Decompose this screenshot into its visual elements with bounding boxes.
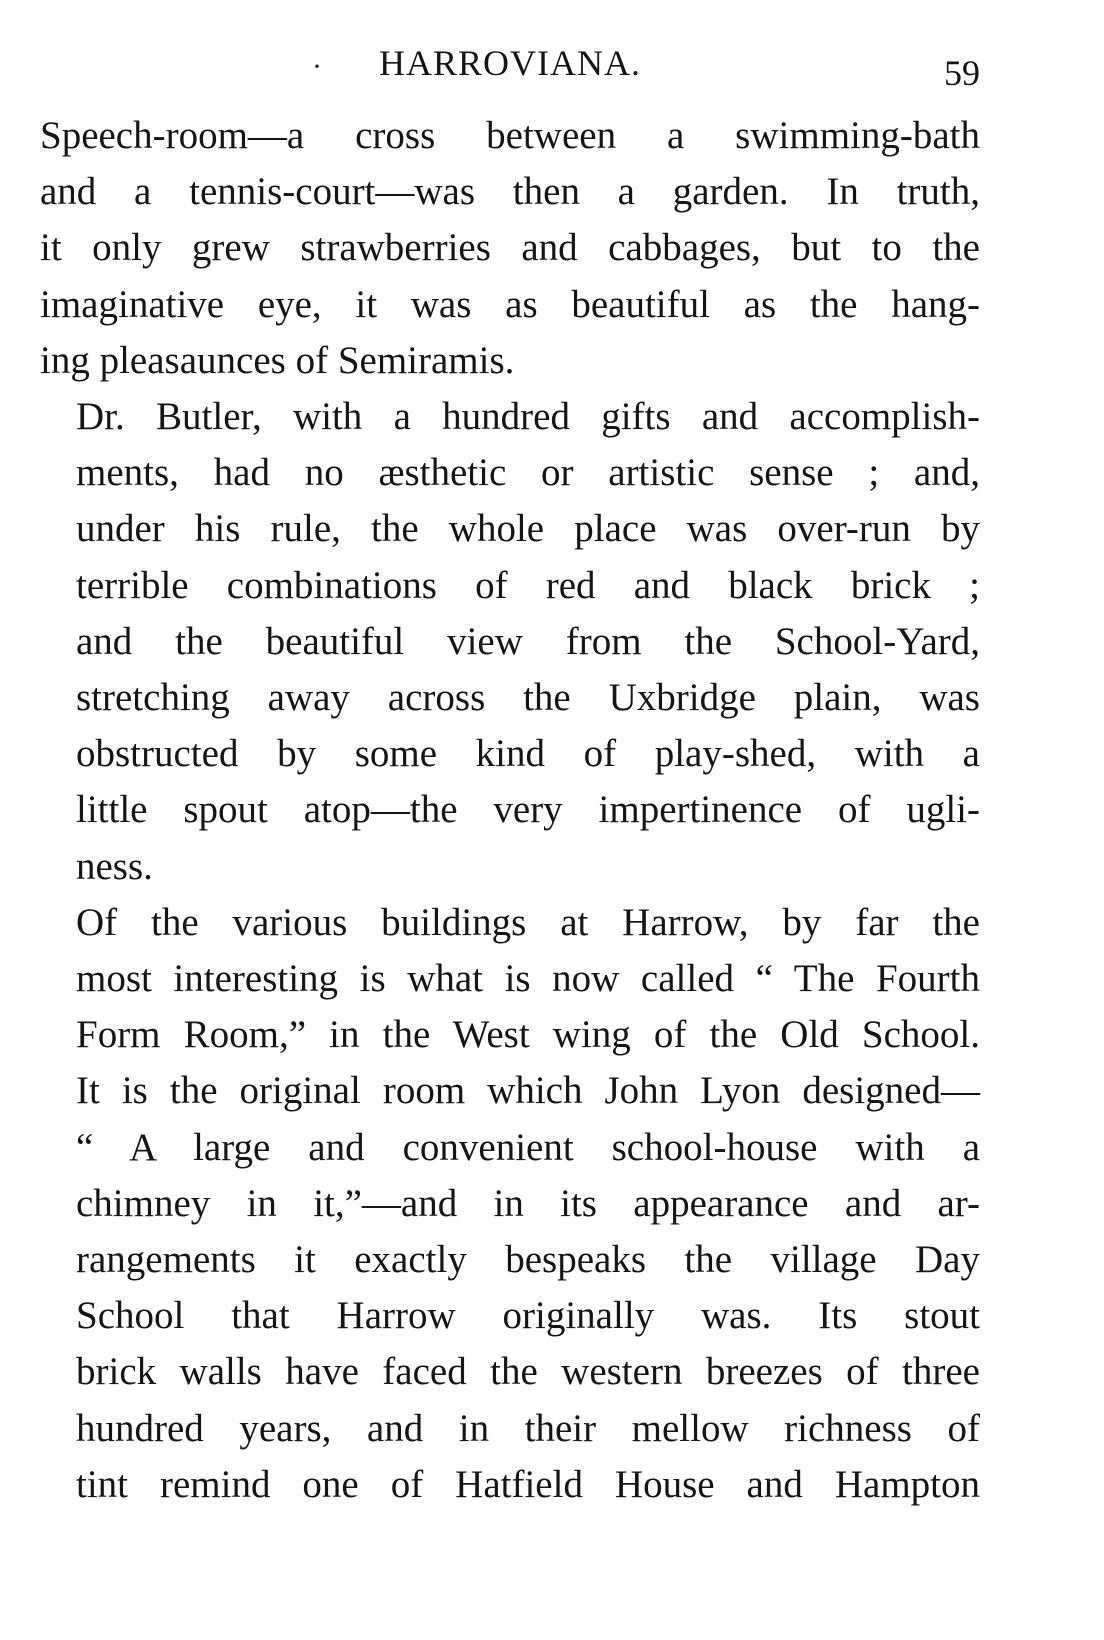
text-line: Form Room,” in the West wing of the Old School. [76,1013,980,1057]
text-line: and a tennis-court—was then a garden. In truth, [40,170,980,214]
text-line: Of the various buildings at Harrow, by far the [76,900,980,944]
text-line: ments, had no æsthetic or artistic sense ; and, [76,451,980,495]
paragraph-fourth-form-room [40,895,980,1513]
text-line: brick walls have faced the western breezes of three [76,1350,980,1394]
paragraph-continuation [40,108,980,389]
text-line: tint remind one of Hatfield House and Hampton [76,1462,980,1506]
running-title: HARROVIANA. [379,43,641,83]
header-ornament-dot: · [312,50,322,83]
text-line: obstructed by some kind of play-shed, with a [76,732,980,776]
text-line: most interesting is what is now called “ The Fourth [76,957,980,1001]
paragraph-dr-butler [40,389,980,895]
page-number: 59 [944,53,980,93]
text-line: rangements it exactly bespeaks the village Day [76,1238,980,1282]
text-line: “ A large and convenient school-house with a [76,1125,980,1169]
body-text [40,108,980,1513]
text-line: ness. [76,844,153,888]
text-line: stretching away across the Uxbridge plain, was [76,676,980,720]
text-line: Dr. Butler, with a hundred gifts and accomplish- [76,395,980,439]
text-line: ing pleasaunces of Semiramis. [40,338,515,382]
running-header [40,42,980,92]
text-line: it only grew strawberries and cabbages, but to the [40,226,980,270]
text-line: terrible combinations of red and black brick ; [76,563,980,607]
text-line: under his rule, the whole place was over-run by [76,507,980,551]
text-line: chimney in it,”—and in its appearance and ar- [76,1181,980,1225]
text-line: School that Harrow originally was. Its stout [76,1294,980,1338]
text-line: imaginative eye, it was as beautiful as the hang- [40,282,980,326]
text-line: hundred years, and in their mellow richness of [76,1406,980,1450]
text-line: and the beautiful view from the School-Yard, [76,619,980,663]
text-line: It is the original room which John Lyon designed— [76,1069,980,1113]
text-line: little spout atop—the very impertinence of ugli- [76,788,980,832]
text-line: Speech-room—a cross between a swimming-bath [40,114,980,157]
